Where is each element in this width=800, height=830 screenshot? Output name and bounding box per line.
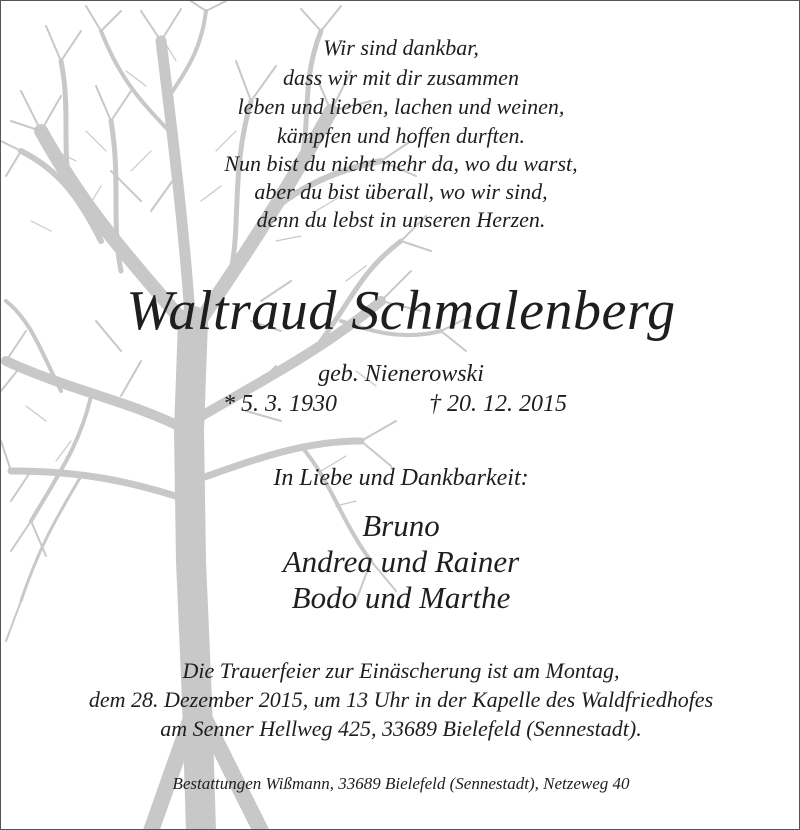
deceased-name: Waltraud Schmalenberg <box>126 280 676 342</box>
poem-line: denn du lebst in unseren Herzen. <box>256 207 546 232</box>
poem-line: leben und lieben, lachen und weinen, <box>237 94 565 119</box>
service-info-line: dem 28. Dezember 2015, um 13 Uhr in der Kapelle des Waldfriedhofes <box>88 687 714 712</box>
birth-name: geb. Nienerowski <box>318 361 484 387</box>
service-info-line: am Senner Hellweg 425, 33689 Bielefeld (Sennestadt). <box>160 716 642 741</box>
poem-line: Wir sind dankbar, <box>323 35 479 60</box>
poem-line: Nun bist du nicht mehr da, wo du warst, <box>224 151 578 176</box>
mourner-name: Andrea und Rainer <box>282 544 520 579</box>
dedication-line: In Liebe und Dankbarkeit: <box>273 465 529 491</box>
service-info-line: Die Trauerfeier zur Einäscherung ist am Montag, <box>182 658 620 683</box>
poem-line: kämpfen und hoffen durften. <box>276 123 526 148</box>
undertaker-info: Bestattungen Wißmann, 33689 Bielefeld (Sennestadt), Netzeweg 40 <box>172 774 630 793</box>
poem-line: dass wir mit dir zusammen <box>283 65 519 90</box>
poem-line: aber du bist überall, wo wir sind, <box>254 179 548 204</box>
birth-date: * 5. 3. 1930 <box>223 391 337 417</box>
mourner-name: Bodo und Marthe <box>291 580 511 615</box>
death-date: † 20. 12. 2015 <box>429 391 567 417</box>
mourner-name: Bruno <box>362 508 440 543</box>
